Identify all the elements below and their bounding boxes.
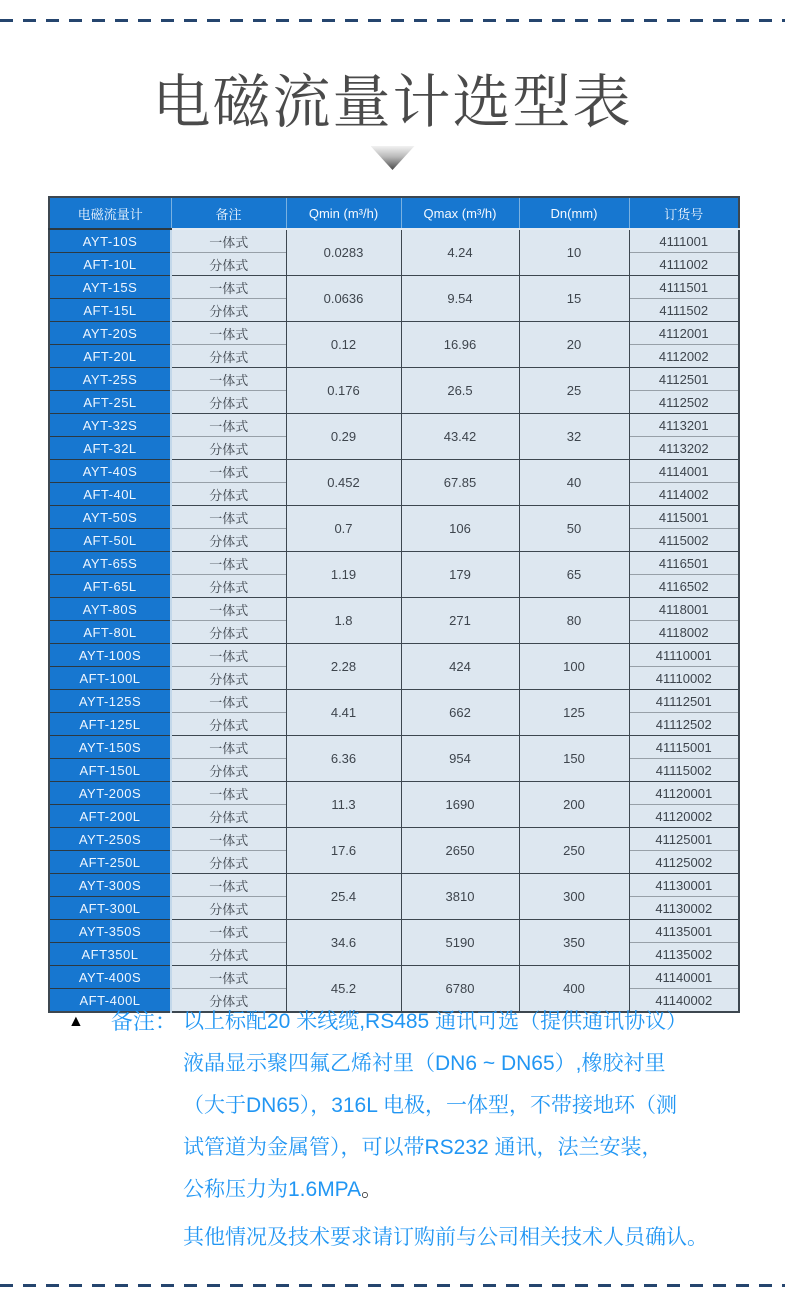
flowmeter-selection-table (48, 196, 740, 1013)
order-cell: 41112502 (629, 713, 739, 736)
type-cell: 分体式 (171, 805, 286, 828)
type-cell: 一体式 (171, 782, 286, 805)
dn-cell: 50 (519, 506, 629, 552)
model-cell: AFT-65L (49, 575, 171, 598)
type-cell: 一体式 (171, 690, 286, 713)
order-cell: 4114001 (629, 460, 739, 483)
down-arrow-icon (371, 146, 415, 170)
note-period: 。 (361, 1178, 383, 1201)
qmin-cell: 0.0283 (286, 229, 401, 276)
type-cell: 一体式 (171, 229, 286, 253)
header-dn: Dn(mm) (519, 197, 629, 229)
model-cell: AYT-350S (49, 920, 171, 943)
header-note: 备注 (171, 197, 286, 229)
qmin-cell: 0.29 (286, 414, 401, 460)
model-cell: AYT-125S (49, 690, 171, 713)
table-row (49, 506, 739, 529)
type-cell: 分体式 (171, 483, 286, 506)
type-cell: 分体式 (171, 529, 286, 552)
model-cell: AFT-20L (49, 345, 171, 368)
table-row (49, 644, 739, 667)
qmin-cell: 6.36 (286, 736, 401, 782)
type-cell: 分体式 (171, 759, 286, 782)
order-cell: 41125001 (629, 828, 739, 851)
type-cell: 一体式 (171, 828, 286, 851)
qmin-cell: 0.7 (286, 506, 401, 552)
qmax-cell: 2650 (401, 828, 519, 874)
model-cell: AFT-32L (49, 437, 171, 460)
order-cell: 41130001 (629, 874, 739, 897)
model-cell: AYT-250S (49, 828, 171, 851)
model-cell: AYT-32S (49, 414, 171, 437)
order-cell: 41135002 (629, 943, 739, 966)
qmin-cell: 11.3 (286, 782, 401, 828)
type-cell: 一体式 (171, 276, 286, 299)
order-cell: 41110002 (629, 667, 739, 690)
model-cell: AYT-40S (49, 460, 171, 483)
qmax-cell: 4.24 (401, 229, 519, 276)
notes-label: 备注： (110, 1009, 177, 1034)
order-cell: 4116502 (629, 575, 739, 598)
model-cell: AFT350L (49, 943, 171, 966)
type-cell: 分体式 (171, 345, 286, 368)
model-cell: AYT-20S (49, 322, 171, 345)
qmax-cell: 954 (401, 736, 519, 782)
model-cell: AFT-80L (49, 621, 171, 644)
qmax-cell: 43.42 (401, 414, 519, 460)
dn-cell: 15 (519, 276, 629, 322)
model-cell: AFT-250L (49, 851, 171, 874)
notes-section (66, 1001, 726, 1259)
dn-cell: 150 (519, 736, 629, 782)
type-cell: 一体式 (171, 644, 286, 667)
qmin-cell: 0.12 (286, 322, 401, 368)
dn-cell: 200 (519, 782, 629, 828)
flowmeter-table-body (49, 229, 739, 1012)
qmin-cell: 1.19 (286, 552, 401, 598)
order-cell: 4115002 (629, 529, 739, 552)
order-cell: 4112502 (629, 391, 739, 414)
note-line: 公称压力为1.6MPA。 (183, 1178, 383, 1201)
dn-cell: 100 (519, 644, 629, 690)
model-cell: AFT-300L (49, 897, 171, 920)
model-cell: AYT-50S (49, 506, 171, 529)
qmax-cell: 9.54 (401, 276, 519, 322)
order-cell: 41135001 (629, 920, 739, 943)
dn-cell: 300 (519, 874, 629, 920)
type-cell: 分体式 (171, 391, 286, 414)
model-cell: AYT-200S (49, 782, 171, 805)
order-cell: 41125002 (629, 851, 739, 874)
order-cell: 4115001 (629, 506, 739, 529)
model-cell: AFT-10L (49, 253, 171, 276)
qmax-cell: 26.5 (401, 368, 519, 414)
model-cell: AFT-150L (49, 759, 171, 782)
header-order-number: 订货号 (629, 197, 739, 229)
selection-table-wrap (48, 196, 740, 1013)
type-cell: 一体式 (171, 966, 286, 989)
dn-cell: 32 (519, 414, 629, 460)
model-cell: AFT-25L (49, 391, 171, 414)
type-cell: 一体式 (171, 736, 286, 759)
qmax-cell: 179 (401, 552, 519, 598)
table-row (49, 966, 739, 989)
type-cell: 分体式 (171, 437, 286, 460)
order-cell: 41130002 (629, 897, 739, 920)
qmin-cell: 0.452 (286, 460, 401, 506)
type-cell: 分体式 (171, 713, 286, 736)
note-line: 液晶显示聚四氟乙烯衬里（DN6 ~ DN65）,橡胶衬里 (183, 1052, 666, 1075)
header-qmin: Qmin (m³/h) (286, 197, 401, 229)
table-row (49, 782, 739, 805)
type-cell: 一体式 (171, 920, 286, 943)
dn-cell: 350 (519, 920, 629, 966)
table-row (49, 552, 739, 575)
order-cell: 4111001 (629, 229, 739, 253)
qmax-cell: 3810 (401, 874, 519, 920)
order-cell: 4114002 (629, 483, 739, 506)
model-cell: AYT-10S (49, 229, 171, 253)
header-qmax: Qmax (m³/h) (401, 197, 519, 229)
qmin-cell: 1.8 (286, 598, 401, 644)
qmax-cell: 67.85 (401, 460, 519, 506)
dn-cell: 65 (519, 552, 629, 598)
model-cell: AYT-300S (49, 874, 171, 897)
dn-cell: 400 (519, 966, 629, 1013)
table-row (49, 414, 739, 437)
table-row (49, 276, 739, 299)
type-cell: 分体式 (171, 897, 286, 920)
model-cell: AYT-15S (49, 276, 171, 299)
order-cell: 41112501 (629, 690, 739, 713)
qmax-cell: 662 (401, 690, 519, 736)
model-cell: AYT-65S (49, 552, 171, 575)
qmin-cell: 34.6 (286, 920, 401, 966)
note-line: 以上标配20 米线缆,RS485 通讯可选（提供通讯协议） (183, 1010, 688, 1033)
table-row (49, 736, 739, 759)
order-cell: 4111002 (629, 253, 739, 276)
order-cell: 4111501 (629, 276, 739, 299)
order-cell: 4112501 (629, 368, 739, 391)
qmin-cell: 4.41 (286, 690, 401, 736)
order-cell: 4118002 (629, 621, 739, 644)
order-cell: 41140001 (629, 966, 739, 989)
qmax-cell: 424 (401, 644, 519, 690)
dn-cell: 10 (519, 229, 629, 276)
notes-body (183, 1001, 726, 1259)
model-cell: AYT-150S (49, 736, 171, 759)
model-cell: AFT-200L (49, 805, 171, 828)
table-header-row (49, 197, 739, 229)
table-row (49, 322, 739, 345)
qmin-cell: 17.6 (286, 828, 401, 874)
order-cell: 4112002 (629, 345, 739, 368)
model-cell: AYT-100S (49, 644, 171, 667)
table-row (49, 598, 739, 621)
table-row (49, 229, 739, 253)
model-cell: AYT-25S (49, 368, 171, 391)
dn-cell: 250 (519, 828, 629, 874)
model-cell: AFT-125L (49, 713, 171, 736)
order-cell: 41110001 (629, 644, 739, 667)
model-cell: AFT-100L (49, 667, 171, 690)
qmax-cell: 16.96 (401, 322, 519, 368)
type-cell: 一体式 (171, 460, 286, 483)
order-cell: 41140002 (629, 989, 739, 1013)
page-title: 电磁流量计选型表 (152, 70, 633, 135)
type-cell: 一体式 (171, 506, 286, 529)
table-row (49, 920, 739, 943)
qmin-cell: 25.4 (286, 874, 401, 920)
order-cell: 41120002 (629, 805, 739, 828)
qmin-cell: 2.28 (286, 644, 401, 690)
qmax-cell: 106 (401, 506, 519, 552)
type-cell: 一体式 (171, 322, 286, 345)
order-cell: 41115002 (629, 759, 739, 782)
dn-cell: 80 (519, 598, 629, 644)
table-row (49, 874, 739, 897)
order-cell: 4111502 (629, 299, 739, 322)
note-footer: 其他情况及技术要求请订购前与公司相关技术人员确认。 (183, 1226, 708, 1249)
dn-cell: 125 (519, 690, 629, 736)
type-cell: 分体式 (171, 621, 286, 644)
qmin-cell: 45.2 (286, 966, 401, 1013)
table-row (49, 460, 739, 483)
type-cell: 分体式 (171, 253, 286, 276)
qmax-cell: 271 (401, 598, 519, 644)
table-row (49, 368, 739, 391)
type-cell: 分体式 (171, 989, 286, 1013)
type-cell: 一体式 (171, 414, 286, 437)
type-cell: 分体式 (171, 667, 286, 690)
dn-cell: 20 (519, 322, 629, 368)
qmin-cell: 0.176 (286, 368, 401, 414)
table-row (49, 690, 739, 713)
model-cell: AFT-40L (49, 483, 171, 506)
note-line: 试管道为金属管），可以带RS232 通讯，法兰安装， (183, 1136, 663, 1159)
order-cell: 4116501 (629, 552, 739, 575)
order-cell: 4112001 (629, 322, 739, 345)
type-cell: 分体式 (171, 575, 286, 598)
model-cell: AYT-400S (49, 966, 171, 989)
qmin-cell: 0.0636 (286, 276, 401, 322)
note-line: （大于DN65），316L 电极，一体型，不带接地环（测 (183, 1094, 677, 1117)
dn-cell: 40 (519, 460, 629, 506)
qmax-cell: 5190 (401, 920, 519, 966)
type-cell: 一体式 (171, 598, 286, 621)
qmax-cell: 1690 (401, 782, 519, 828)
model-cell: AFT-400L (49, 989, 171, 1013)
model-cell: AFT-50L (49, 529, 171, 552)
type-cell: 分体式 (171, 851, 286, 874)
bottom-dashed-divider (0, 1284, 785, 1287)
triangle-bullet-icon: ▲ (68, 1013, 84, 1030)
order-cell: 4113202 (629, 437, 739, 460)
type-cell: 分体式 (171, 943, 286, 966)
model-cell: AFT-15L (49, 299, 171, 322)
model-cell: AYT-80S (49, 598, 171, 621)
type-cell: 一体式 (171, 552, 286, 575)
type-cell: 分体式 (171, 299, 286, 322)
order-cell: 41115001 (629, 736, 739, 759)
notes-head (66, 1001, 183, 1259)
top-dashed-divider (0, 19, 785, 22)
order-cell: 4113201 (629, 414, 739, 437)
type-cell: 一体式 (171, 874, 286, 897)
dn-cell: 25 (519, 368, 629, 414)
qmax-cell: 6780 (401, 966, 519, 1013)
order-cell: 4118001 (629, 598, 739, 621)
header-flowmeter: 电磁流量计 (49, 197, 171, 229)
table-row (49, 828, 739, 851)
order-cell: 41120001 (629, 782, 739, 805)
type-cell: 一体式 (171, 368, 286, 391)
